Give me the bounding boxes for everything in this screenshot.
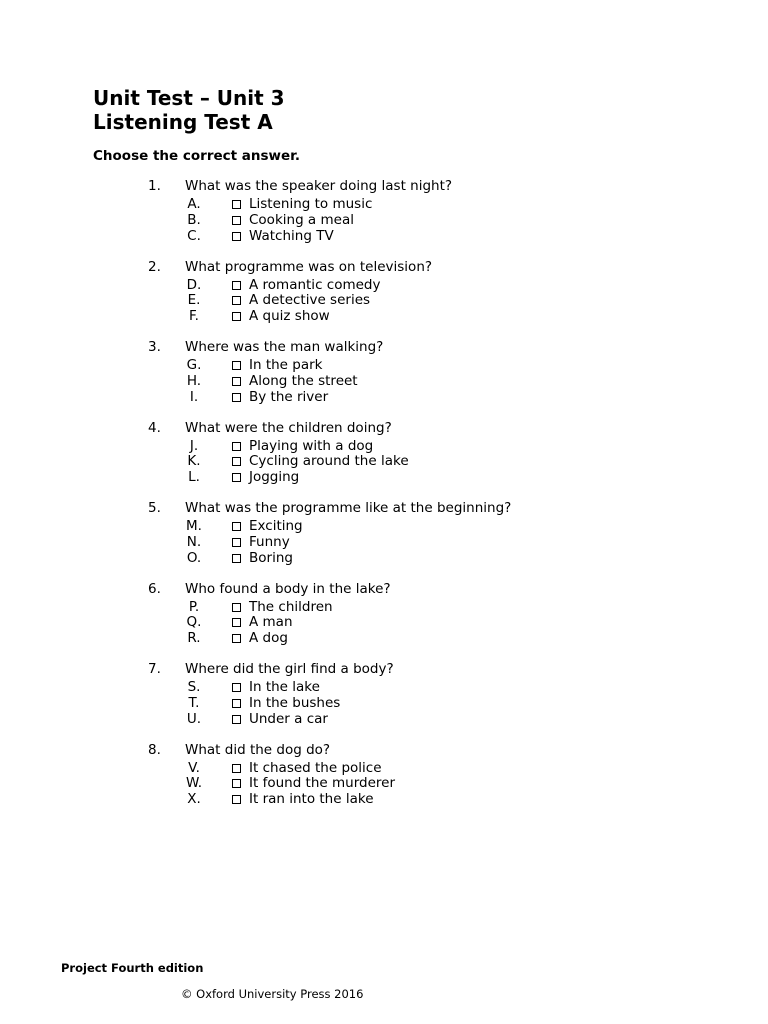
answer-option (0, 292, 768, 308)
answer-option (0, 196, 768, 212)
checkbox-icon[interactable] (232, 538, 241, 547)
answer-option (0, 630, 768, 646)
checkbox-icon[interactable] (232, 522, 241, 531)
checkbox-icon[interactable] (232, 634, 241, 643)
title-block (93, 86, 285, 134)
option-letter: H. (186, 372, 202, 389)
question-text: What were the children doing? (185, 419, 392, 436)
checkbox-icon[interactable] (232, 361, 241, 370)
answer-options (0, 277, 768, 324)
answer-option (0, 614, 768, 630)
footer-copyright: © Oxford University Press 2016 (181, 987, 364, 1001)
option-letter: E. (187, 292, 201, 309)
answer-option (0, 550, 768, 566)
option-text: Jogging (249, 469, 300, 486)
question-list (0, 177, 768, 821)
option-letter: G. (186, 357, 202, 373)
answer-option (0, 373, 768, 389)
checkbox-icon[interactable] (232, 393, 241, 402)
option-letter: M. (186, 518, 202, 534)
option-letter: J. (189, 437, 199, 454)
option-letter: D. (186, 276, 202, 293)
question-number: 1. (148, 178, 161, 194)
question-text: What was the programme like at the beginning? (185, 500, 512, 516)
question-item (0, 338, 768, 419)
question-number: 6. (148, 580, 161, 597)
option-letter: C. (187, 227, 201, 244)
option-text: By the river (249, 388, 329, 405)
question-number: 2. (148, 258, 161, 275)
option-text: Funny (249, 533, 290, 550)
checkbox-icon[interactable] (232, 764, 241, 773)
answer-option (0, 711, 768, 727)
option-text: Playing with a dog (249, 437, 374, 454)
option-text: Cycling around the lake (249, 453, 409, 470)
answer-option (0, 228, 768, 244)
checkbox-icon[interactable] (232, 715, 241, 724)
checkbox-icon[interactable] (232, 296, 241, 305)
answer-option (0, 534, 768, 550)
question-number: 7. (148, 661, 161, 677)
option-letter: K. (187, 453, 201, 470)
checkbox-icon[interactable] (232, 603, 241, 612)
question-item (0, 177, 768, 258)
option-letter: V. (188, 759, 200, 776)
option-text: In the park (249, 357, 323, 373)
option-text: It found the murderer (249, 775, 396, 792)
answer-options (0, 518, 768, 565)
question-text: Where did the girl find a body? (185, 661, 394, 677)
answer-option (0, 277, 768, 293)
option-text: It ran into the lake (249, 791, 374, 808)
checkbox-icon[interactable] (232, 377, 241, 386)
answer-option (0, 469, 768, 485)
question-item (0, 499, 768, 580)
option-text: Listening to music (249, 196, 373, 212)
question-text: Where was the man walking? (185, 339, 384, 355)
answer-option (0, 308, 768, 324)
option-letter: P. (188, 598, 200, 615)
option-letter: A. (187, 196, 201, 212)
checkbox-icon[interactable] (232, 312, 241, 321)
option-text: It chased the police (249, 759, 382, 776)
question-item (0, 419, 768, 500)
answer-option (0, 775, 768, 791)
answer-options (0, 599, 768, 646)
answer-option (0, 791, 768, 807)
option-letter: T. (188, 694, 200, 711)
answer-option (0, 760, 768, 776)
option-text: Exciting (249, 518, 303, 534)
option-text: Under a car (249, 710, 328, 727)
answer-option (0, 357, 768, 373)
option-text: Watching TV (249, 227, 334, 244)
option-text: A detective series (249, 292, 371, 309)
answer-option (0, 453, 768, 469)
checkbox-icon[interactable] (232, 442, 241, 451)
option-letter: L. (188, 469, 200, 486)
checkbox-icon[interactable] (232, 779, 241, 788)
option-text: The children (249, 598, 333, 615)
question-text: Who found a body in the lake? (185, 580, 391, 597)
question-number: 5. (148, 500, 161, 516)
answer-options (0, 679, 768, 726)
answer-option (0, 212, 768, 228)
question-item (0, 660, 768, 741)
checkbox-icon[interactable] (232, 200, 241, 209)
footer-edition: Project Fourth edition (61, 961, 204, 975)
option-letter: N. (186, 533, 202, 550)
option-text: In the bushes (249, 694, 341, 711)
option-text: Boring (249, 549, 293, 566)
checkbox-icon[interactable] (232, 699, 241, 708)
option-letter: I. (189, 388, 199, 405)
option-letter: X. (187, 791, 201, 808)
answer-options (0, 760, 768, 807)
question-text: What did the dog do? (185, 741, 331, 758)
question-item (0, 741, 768, 822)
option-text: A quiz show (249, 308, 330, 325)
question-number: 4. (148, 419, 161, 436)
question-item (0, 258, 768, 339)
option-text: A man (249, 614, 293, 631)
question-text: What programme was on television? (185, 258, 433, 275)
option-text: Cooking a meal (249, 211, 354, 228)
question-item (0, 580, 768, 661)
option-letter: O. (186, 549, 202, 566)
answer-option (0, 695, 768, 711)
checkbox-icon[interactable] (232, 457, 241, 466)
answer-options (0, 438, 768, 485)
option-text: In the lake (249, 679, 320, 695)
checkbox-icon[interactable] (232, 795, 241, 804)
question-text: What was the speaker doing last night? (185, 178, 453, 194)
option-letter: R. (187, 630, 201, 647)
answer-option (0, 679, 768, 695)
option-letter: W. (185, 775, 203, 792)
question-number: 3. (148, 339, 161, 355)
page-subtitle: Listening Test A (93, 110, 273, 134)
checkbox-icon[interactable] (232, 216, 241, 225)
option-letter: B. (187, 211, 201, 228)
answer-options (0, 357, 768, 404)
option-text: Along the street (249, 372, 358, 389)
answer-option (0, 518, 768, 534)
option-letter: U. (186, 710, 202, 727)
checkbox-icon[interactable] (232, 683, 241, 692)
option-letter: F. (189, 308, 199, 325)
checkbox-icon[interactable] (232, 232, 241, 241)
answer-option (0, 438, 768, 454)
checkbox-icon[interactable] (232, 281, 241, 290)
answer-option (0, 389, 768, 405)
instruction-text: Choose the correct answer. (93, 148, 301, 164)
answer-option (0, 599, 768, 615)
option-text: A romantic comedy (249, 276, 381, 293)
checkbox-icon[interactable] (232, 554, 241, 563)
answer-options (0, 196, 768, 243)
question-number: 8. (148, 741, 161, 758)
option-letter: Q. (186, 614, 202, 631)
page-title: Unit Test – Unit 3 (93, 86, 285, 110)
option-text: A dog (249, 630, 288, 647)
checkbox-icon[interactable] (232, 473, 241, 482)
option-letter: S. (187, 679, 201, 695)
checkbox-icon[interactable] (232, 618, 241, 627)
